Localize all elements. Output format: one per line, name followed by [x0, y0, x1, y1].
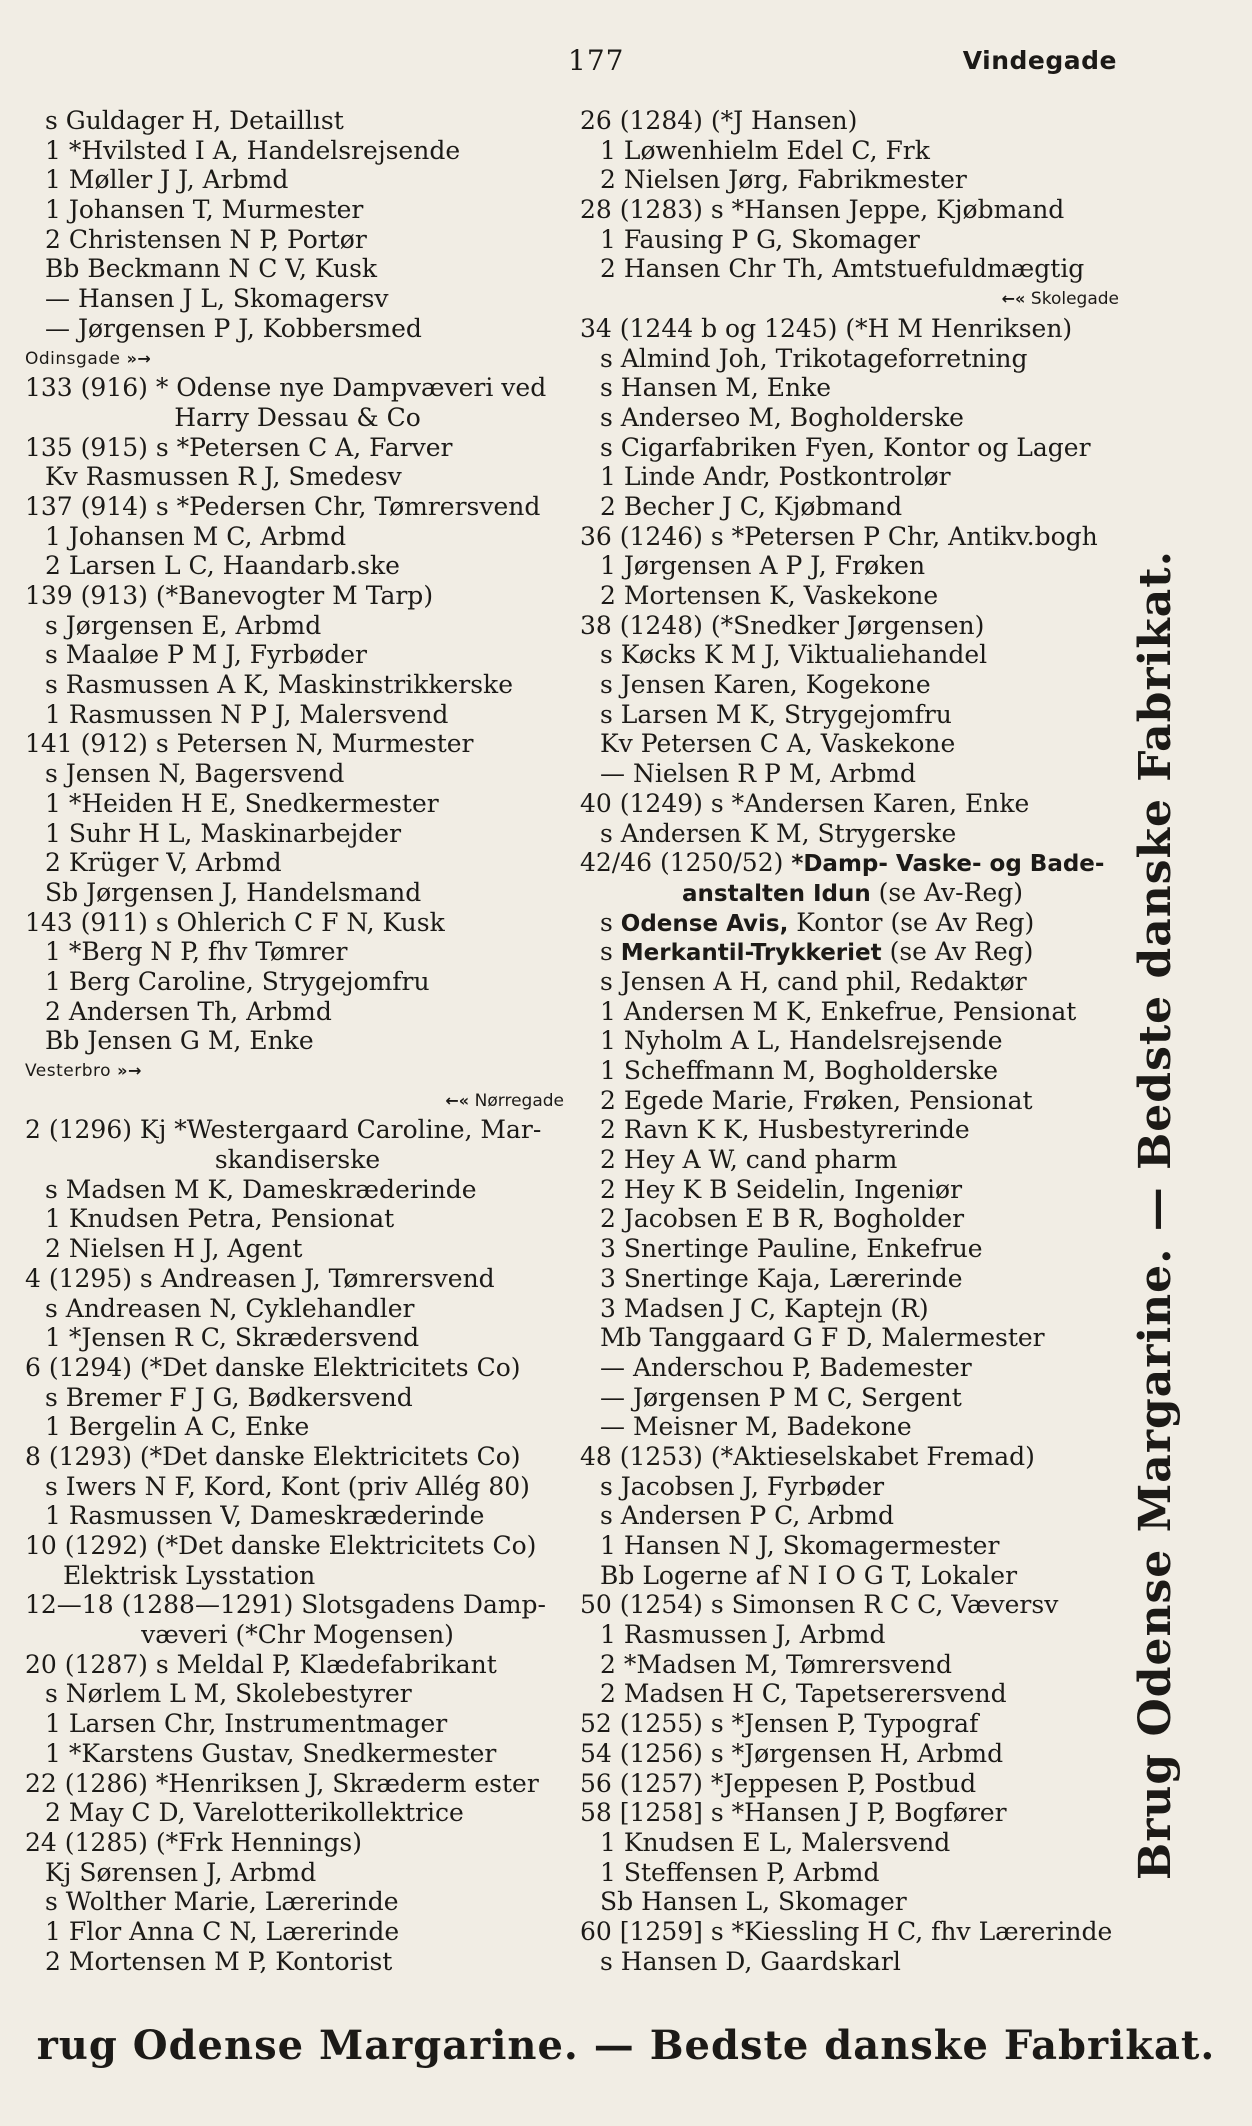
cross-street-name: Odinsgade	[25, 348, 121, 369]
directory-entry: Bb Jensen G M, Enke	[45, 1026, 314, 1056]
directory-entry: s Jacobsen J, Fyrbøder	[600, 1471, 885, 1501]
directory-entry: væveri (*Chr Mogensen)	[141, 1620, 454, 1650]
directory-entry: 137 (914) s *Pedersen Chr, Tømrersvend	[25, 491, 541, 521]
directory-entry: 12—18 (1288—1291) Slotsgadens Damp-	[25, 1590, 547, 1620]
directory-entry: 143 (911) s Ohlerich C F N, Kusk	[25, 907, 445, 937]
directory-entry: s Almind Joh, Trikotageforretning	[600, 343, 1028, 373]
arrow-right-icon: »→	[111, 1061, 142, 1080]
cross-street	[25, 1086, 570, 1116]
directory-entry: 56 (1257) *Jeppesen P, Postbud	[580, 1768, 977, 1798]
directory-entry: skandiserske	[214, 1145, 381, 1175]
directory-entry: s Andersen K M, Strygerske	[600, 818, 957, 848]
directory-entry: s Guldager H, Detaillıst	[45, 106, 344, 135]
directory-entry: 135 (915) s *Petersen C A, Farver	[25, 432, 453, 462]
running-head: Vindegade	[962, 46, 1117, 75]
directory-entry: Elektrisk Lysstation	[63, 1560, 316, 1590]
directory-entry: 38 (1248) (*Snedker Jørgensen)	[580, 610, 985, 640]
directory-entry: 50 (1254) s Simonsen R C C, Væversv	[580, 1590, 1059, 1620]
directory-entry: 6 (1294) (*Det danske Elektricitets Co)	[25, 1352, 521, 1382]
directory-entry: 2 Jacobsen E B R, Bogholder	[600, 1204, 965, 1234]
directory-entry: 26 (1284) (*J Hansen)	[580, 106, 858, 135]
directory-entry: 2 Nielsen Jørg, Fabrikmester	[600, 165, 967, 195]
directory-entry: 1 Møller J J, Arbmd	[45, 165, 289, 195]
page-number: 177	[568, 44, 625, 77]
directory-entry	[580, 848, 1125, 878]
entry-text: Kontor (se Av Reg)	[788, 907, 1035, 937]
directory-entry: 36 (1246) s *Petersen P Chr, Antikv.bogh	[580, 521, 1098, 551]
left-column	[25, 106, 570, 1976]
cross-street	[580, 284, 1125, 314]
directory-entry: s Iwers N F, Kord, Kont (priv Allég 80)	[45, 1471, 530, 1501]
directory-entry: s Jensen Karen, Kogekone	[600, 670, 931, 700]
directory-entry: 28 (1283) s *Hansen Jeppe, Kjøbmand	[580, 195, 1065, 225]
directory-entry: 54 (1256) s *Jørgensen H, Arbmd	[580, 1738, 1004, 1768]
directory-entry: s Anderseo M, Bogholderske	[600, 402, 964, 432]
directory-entry: s Larsen M K, Strygejomfru	[600, 699, 952, 729]
entry-bold: anstalten Idun	[682, 880, 871, 907]
directory-entry: 2 Andersen Th, Arbmd	[45, 996, 332, 1026]
directory-entry: 4 (1295) s Andreasen J, Tømrersvend	[25, 1263, 495, 1293]
directory-entry: 3 Snertinge Pauline, Enkefrue	[600, 1234, 983, 1264]
arrow-right-icon: »→	[120, 348, 152, 368]
directory-entry: s Jensen N, Bagersvend	[45, 759, 345, 789]
directory-entry: 2 Hey K B Seidelin, Ingeniør	[600, 1174, 963, 1204]
directory-entry: Harry Dessau & Co	[174, 402, 421, 432]
directory-entry: 1 Nyholm A L, Handelsrejsende	[600, 1026, 1003, 1056]
directory-entry: 1 Johansen M C, Arbmd	[45, 521, 347, 551]
directory-entry: 34 (1244 b og 1245) (*H M Henriksen)	[580, 313, 1073, 343]
directory-entry: 1 Suhr H L, Maskinarbejder	[45, 818, 402, 848]
right-column	[580, 106, 1125, 1976]
directory-entry: 58 [1258] s *Hansen J P, Bogfører	[580, 1798, 1007, 1828]
directory-entry	[580, 937, 1125, 967]
directory-entry: 2 Nielsen H J, Agent	[45, 1234, 303, 1264]
directory-entry: 1 Rasmussen N P J, Malersvend	[45, 699, 449, 729]
directory-entry: 1 Johansen T, Murmester	[45, 195, 364, 225]
directory-entry: 2 Hey A W, cand pharm	[600, 1145, 898, 1175]
directory-entry: — Nielsen R P M, Arbmd	[600, 759, 917, 789]
directory-entry: 2 Madsen H C, Tapetserersvend	[600, 1679, 1007, 1709]
cross-street	[25, 1056, 570, 1086]
directory-entry: 2 May C D, Varelotterikollektrice	[45, 1798, 464, 1828]
directory-entry: s Wolther Marie, Lærerinde	[45, 1887, 399, 1917]
directory-entry: 2 Ravn K K, Husbestyrerinde	[600, 1115, 970, 1145]
cross-street	[25, 344, 570, 374]
directory-entry: 3 Madsen J C, Kaptejn (R)	[600, 1293, 929, 1323]
directory-entry: s Hansen D, Gaardskarl	[600, 1946, 901, 1976]
directory-entry: s Jensen A H, cand phil, Redaktør	[600, 966, 1027, 996]
directory-entry: 2 Becher J C, Kjøbmand	[600, 491, 903, 521]
directory-entry: 141 (912) s Petersen N, Murmester	[25, 729, 474, 759]
directory-entry: Kv Rasmussen R J, Smedesv	[45, 462, 402, 492]
directory-entry: 3 Snertinge Kaja, Lærerinde	[600, 1263, 963, 1293]
directory-entry: 52 (1255) s *Jensen P, Typograf	[580, 1709, 979, 1739]
directory-entry: 2 (1296) Kj *Westergaard Caroline, Mar-	[25, 1115, 542, 1145]
directory-entry: 1 Knudsen E L, Malersvend	[600, 1827, 951, 1857]
directory-entry: 1 Steffensen P, Arbmd	[600, 1857, 880, 1887]
directory-entry: 1 Larsen Chr, Instrumentmager	[45, 1709, 448, 1739]
cross-street-name: Nørregade	[474, 1090, 564, 1111]
directory-entry: — Jørgensen P J, Kobbersmed	[45, 313, 422, 343]
directory-entry: s Andersen P C, Arbmd	[600, 1501, 894, 1531]
directory-entry: s Andreasen N, Cyklehandler	[45, 1293, 415, 1323]
directory-entry: 40 (1249) s *Andersen Karen, Enke	[580, 788, 1030, 818]
directory-entry: 2 Larsen L C, Haandarb.ske	[45, 551, 400, 581]
directory-entry: 2 Mortensen M P, Kontorist	[45, 1946, 393, 1976]
directory-entry: Mb Tanggaard G F D, Malermester	[600, 1323, 1045, 1353]
cross-street-name: Vesterbro	[25, 1061, 112, 1081]
arrow-left-icon: ←«	[1001, 289, 1031, 309]
directory-entry: s Maaløe P M J, Fyrbøder	[45, 640, 367, 670]
entry-prefix: s	[600, 907, 621, 937]
directory-entry: 2 Egede Marie, Frøken, Pensionat	[600, 1085, 1033, 1115]
directory-entry: Sb Hansen L, Skomager	[600, 1887, 907, 1917]
directory-entry: 1 Løwenhielm Edel C, Frk	[600, 135, 930, 165]
directory-entry: 2 Mortensen K, Vaskekone	[600, 581, 939, 610]
directory-entry: — Hansen J L, Skomagersv	[45, 284, 389, 314]
directory-entry: 1 *Heiden H E, Snedkermester	[45, 788, 439, 818]
entry-text: (se Av-Reg)	[870, 877, 1023, 907]
directory-entry: 1 *Jensen R C, Skrædersvend	[45, 1323, 420, 1353]
directory-entry: 1 Fausing P G, Skomager	[600, 224, 920, 254]
directory-entry: Bb Logerne af N I O G T, Lokaler	[600, 1560, 1018, 1590]
directory-entry: 2 Krüger V, Arbmd	[45, 848, 282, 878]
arrow-left-icon: ←«	[445, 1090, 475, 1110]
directory-entry: 2 *Madsen M, Tømrersvend	[600, 1649, 953, 1679]
directory-entry: 1 Knudsen Petra, Pensionat	[45, 1204, 395, 1234]
directory-entry: Bb Beckmann N C V, Kusk	[45, 254, 378, 284]
entry-text: (se Av Reg)	[881, 937, 1034, 967]
directory-entry: 60 [1259] s *Kiessling H C, fhv Lærerinde	[580, 1916, 1113, 1946]
directory-entry: s Rasmussen A K, Maskinstrikkerske	[45, 670, 514, 700]
entry-prefix: s	[600, 937, 621, 967]
directory-entry: 1 Jørgensen A P J, Frøken	[600, 551, 926, 581]
directory-entry: 1 Andersen M K, Enkefrue, Pensionat	[600, 996, 1077, 1026]
directory-entry: — Meisner M, Badekone	[600, 1412, 912, 1442]
directory-entry: Kj Sørensen J, Arbmd	[45, 1857, 317, 1887]
directory-entry: Sb Jørgensen J, Handelsmand	[45, 877, 422, 907]
directory-entry: — Jørgensen P M C, Sergent	[600, 1382, 962, 1412]
directory-entry: 1 Rasmussen V, Dameskræderinde	[45, 1501, 485, 1531]
directory-entry: 139 (913) (*Banevogter M Tarp)	[25, 581, 434, 610]
directory-entry: 24 (1285) (*Frk Hennings)	[25, 1827, 362, 1857]
directory-entry: 1 Scheffmann M, Bogholderske	[600, 1056, 998, 1085]
entry-bold: Odense Avis,	[620, 910, 789, 937]
directory-entry: s Bremer F J G, Bødkersvend	[45, 1382, 413, 1412]
side-advertisement: Brug Odense Margarine. — Bedste danske Fabrikat.	[1130, 550, 1181, 1880]
directory-entry: s Cigarfabriken Fyen, Kontor og Lager	[600, 432, 1091, 462]
directory-entry: 2 Hansen Chr Th, Amtstuefuldmægtig	[600, 254, 1085, 284]
directory-entry: s Jørgensen E, Arbmd	[45, 610, 322, 640]
directory-entry: 2 Christensen N P, Portør	[45, 224, 367, 254]
directory-entry: s Nørlem L M, Skolebestyrer	[45, 1679, 412, 1709]
directory-entry: 1 Rasmussen J, Arbmd	[600, 1620, 886, 1650]
directory-entry: 8 (1293) (*Det danske Elektricitets Co)	[25, 1441, 521, 1471]
directory-entry: 1 Hansen N J, Skomagermester	[600, 1531, 1000, 1560]
directory-entry: 1 *Berg N P, fhv Tømrer	[45, 937, 348, 967]
directory-entry: 1 *Hvilsted I A, Handelsrejsende	[45, 135, 461, 165]
directory-entry: s Køcks K M J, Viktualiehandel	[600, 640, 988, 670]
directory-entry: 1 Bergelin A C, Enke	[45, 1412, 310, 1442]
directory-entry: 22 (1286) *Henriksen J, Skræderm ester	[25, 1768, 539, 1798]
directory-entry: 48 (1253) (*Aktieselskabet Fremad)	[580, 1441, 1035, 1471]
directory-entry: 1 *Karstens Gustav, Snedkermester	[45, 1738, 497, 1768]
entry-text: 42/46 (1250/52)	[580, 848, 792, 878]
directory-entry: 20 (1287) s Meldal P, Klædefabrikant	[25, 1649, 497, 1679]
directory-entry: 1 Berg Caroline, Strygejomfru	[45, 966, 430, 996]
directory-entry: 133 (916) * Odense nye Dampvæveri ved	[25, 373, 547, 403]
directory-entry: 1 Linde Andr, Postkontrolør	[600, 462, 951, 492]
directory-entry	[580, 908, 1125, 938]
directory-entry	[580, 878, 1125, 908]
entry-bold: *Damp- Vaske- og Bade-	[791, 851, 1105, 878]
bottom-advertisement: rug Odense Margarine. — Bedste danske Fabrikat.	[36, 2022, 1216, 2069]
directory-entry: s Hansen M, Enke	[600, 373, 832, 403]
directory-entry: 10 (1292) (*Det danske Elektricitets Co)	[25, 1531, 537, 1560]
entry-bold: Merkantil-Trykkeriet	[620, 940, 882, 967]
directory-entry: — Anderschou P, Bademester	[600, 1352, 972, 1382]
directory-entry: 1 Flor Anna C N, Lærerinde	[45, 1916, 400, 1946]
cross-street-name: Skolegade	[1030, 289, 1119, 310]
directory-entry: Kv Petersen C A, Vaskekone	[600, 729, 956, 759]
directory-entry: s Madsen M K, Dameskræderinde	[45, 1174, 477, 1204]
